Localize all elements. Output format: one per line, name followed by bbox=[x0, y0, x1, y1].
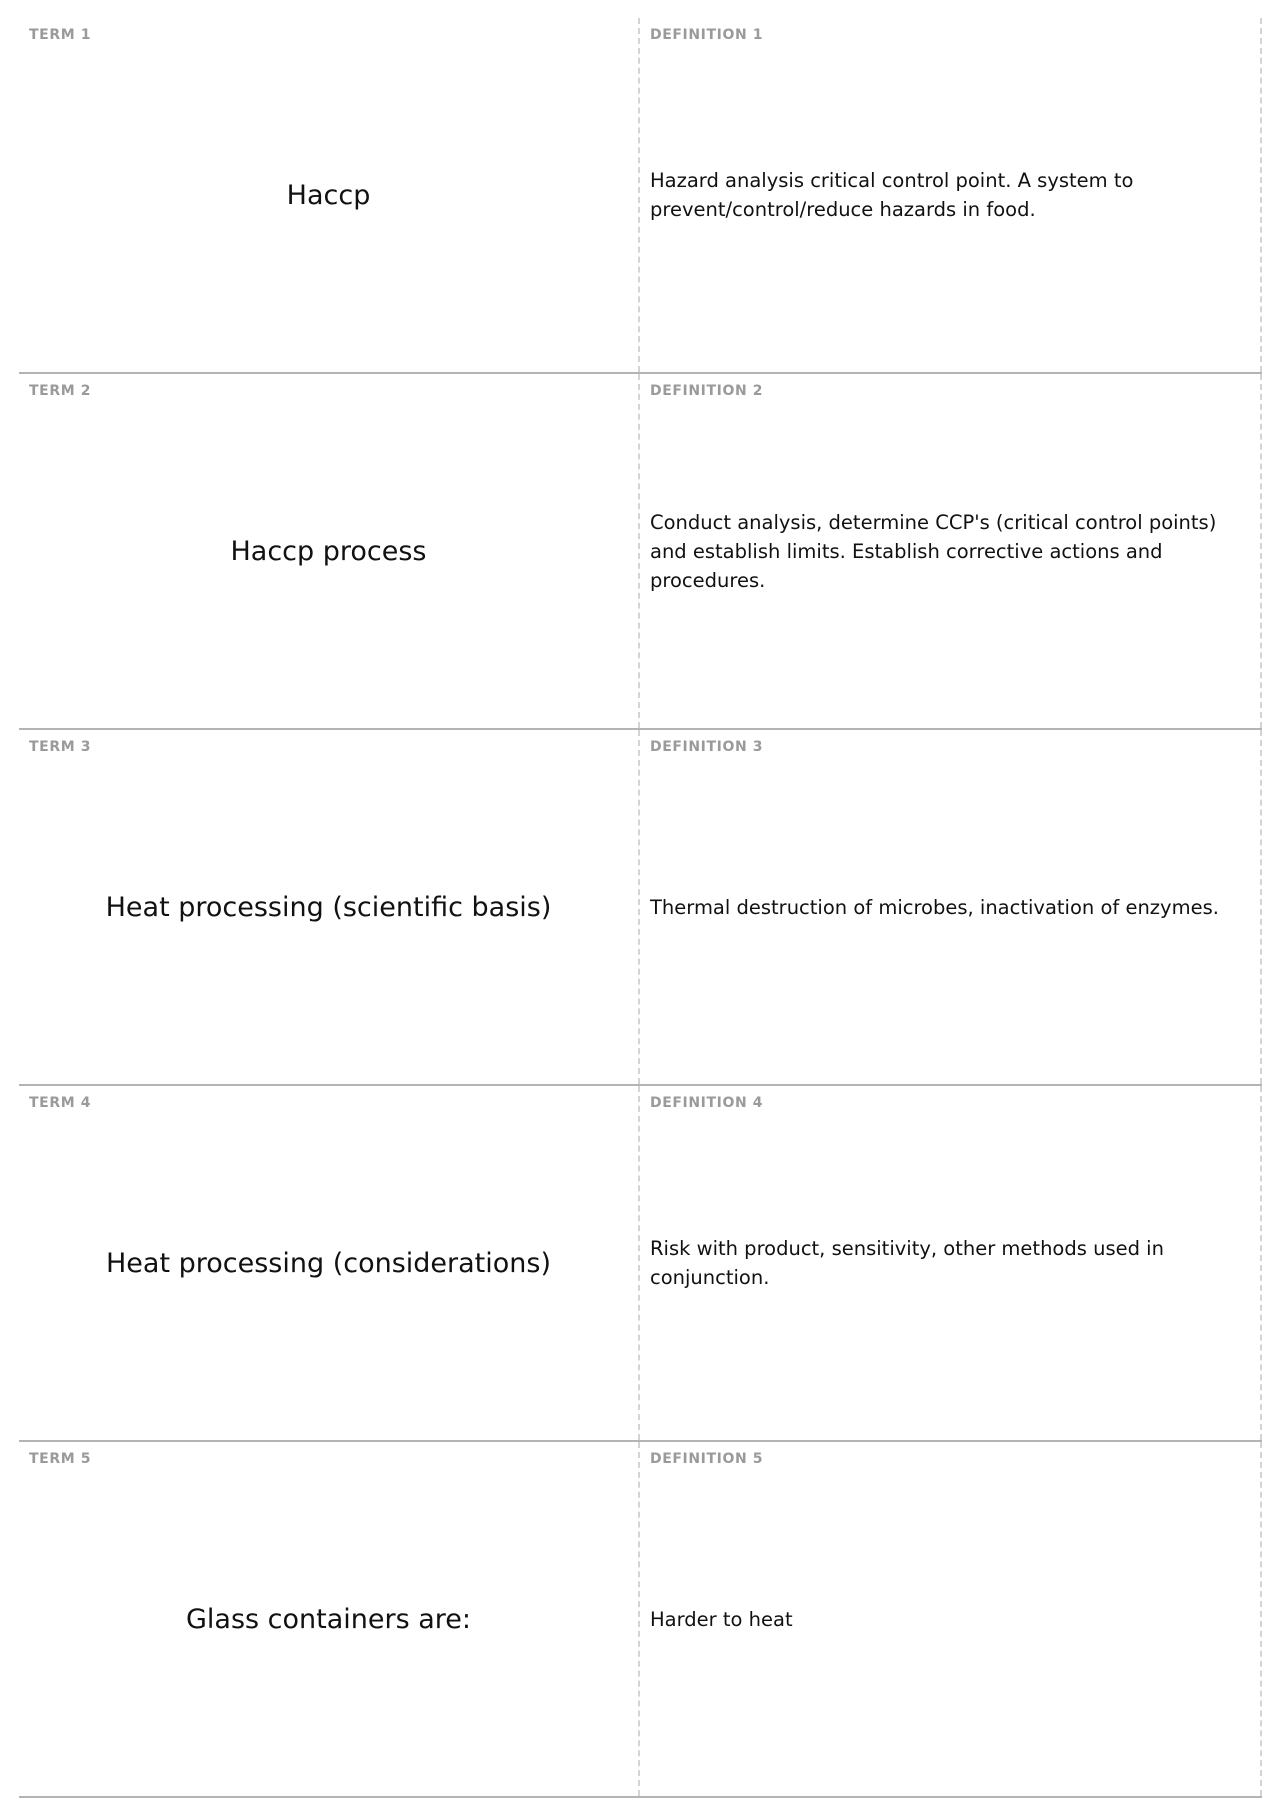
definition-text: Thermal destruction of microbes, inactivation of enzymes. bbox=[650, 895, 1219, 919]
flashcard-row bbox=[19, 1086, 1262, 1442]
term-text: Haccp bbox=[286, 179, 371, 211]
flashcard-row bbox=[19, 18, 1262, 374]
term-text: Heat processing (scientific basis) bbox=[105, 891, 552, 923]
definition-text: Hazard analysis critical control point. A system to prevent/control/reduce hazards in food. bbox=[650, 169, 1134, 221]
definition-label: DEFINITION 4 bbox=[650, 1095, 764, 1111]
definition-cell bbox=[640, 1442, 1262, 1796]
definition-cell bbox=[640, 18, 1262, 372]
definition-label: DEFINITION 1 bbox=[650, 27, 764, 43]
flashcard-row bbox=[19, 730, 1262, 1086]
flashcard-row bbox=[19, 374, 1262, 730]
term-text: Heat processing (considerations) bbox=[105, 1247, 551, 1279]
definition-label: DEFINITION 2 bbox=[650, 383, 764, 399]
definition-label: DEFINITION 3 bbox=[650, 739, 764, 755]
definition-cell bbox=[640, 730, 1262, 1084]
term-cell bbox=[19, 374, 640, 728]
term-cell bbox=[19, 1442, 640, 1796]
term-cell bbox=[19, 730, 640, 1084]
term-label: TERM 5 bbox=[29, 1451, 92, 1467]
term-label: TERM 1 bbox=[29, 27, 92, 43]
flashcard-row bbox=[19, 1442, 1262, 1798]
term-cell bbox=[19, 1086, 640, 1440]
definition-cell bbox=[640, 374, 1262, 728]
definition-cell bbox=[640, 1086, 1262, 1440]
definition-label: DEFINITION 5 bbox=[650, 1451, 764, 1467]
definition-text: Conduct analysis, determine CCP's (critical control points) and establish limits. Establish corrective actions and procedures. bbox=[650, 510, 1217, 592]
definition-text: Harder to heat bbox=[650, 1607, 793, 1631]
term-label: TERM 3 bbox=[29, 739, 92, 755]
definition-text: Risk with product, sensitivity, other methods used in conjunction. bbox=[650, 1237, 1164, 1289]
term-label: TERM 2 bbox=[29, 383, 92, 399]
term-cell bbox=[19, 18, 640, 372]
flashcard-sheet bbox=[19, 18, 1262, 1798]
term-text: Glass containers are: bbox=[185, 1603, 472, 1635]
term-label: TERM 4 bbox=[29, 1095, 92, 1111]
term-text: Haccp process bbox=[230, 535, 427, 567]
